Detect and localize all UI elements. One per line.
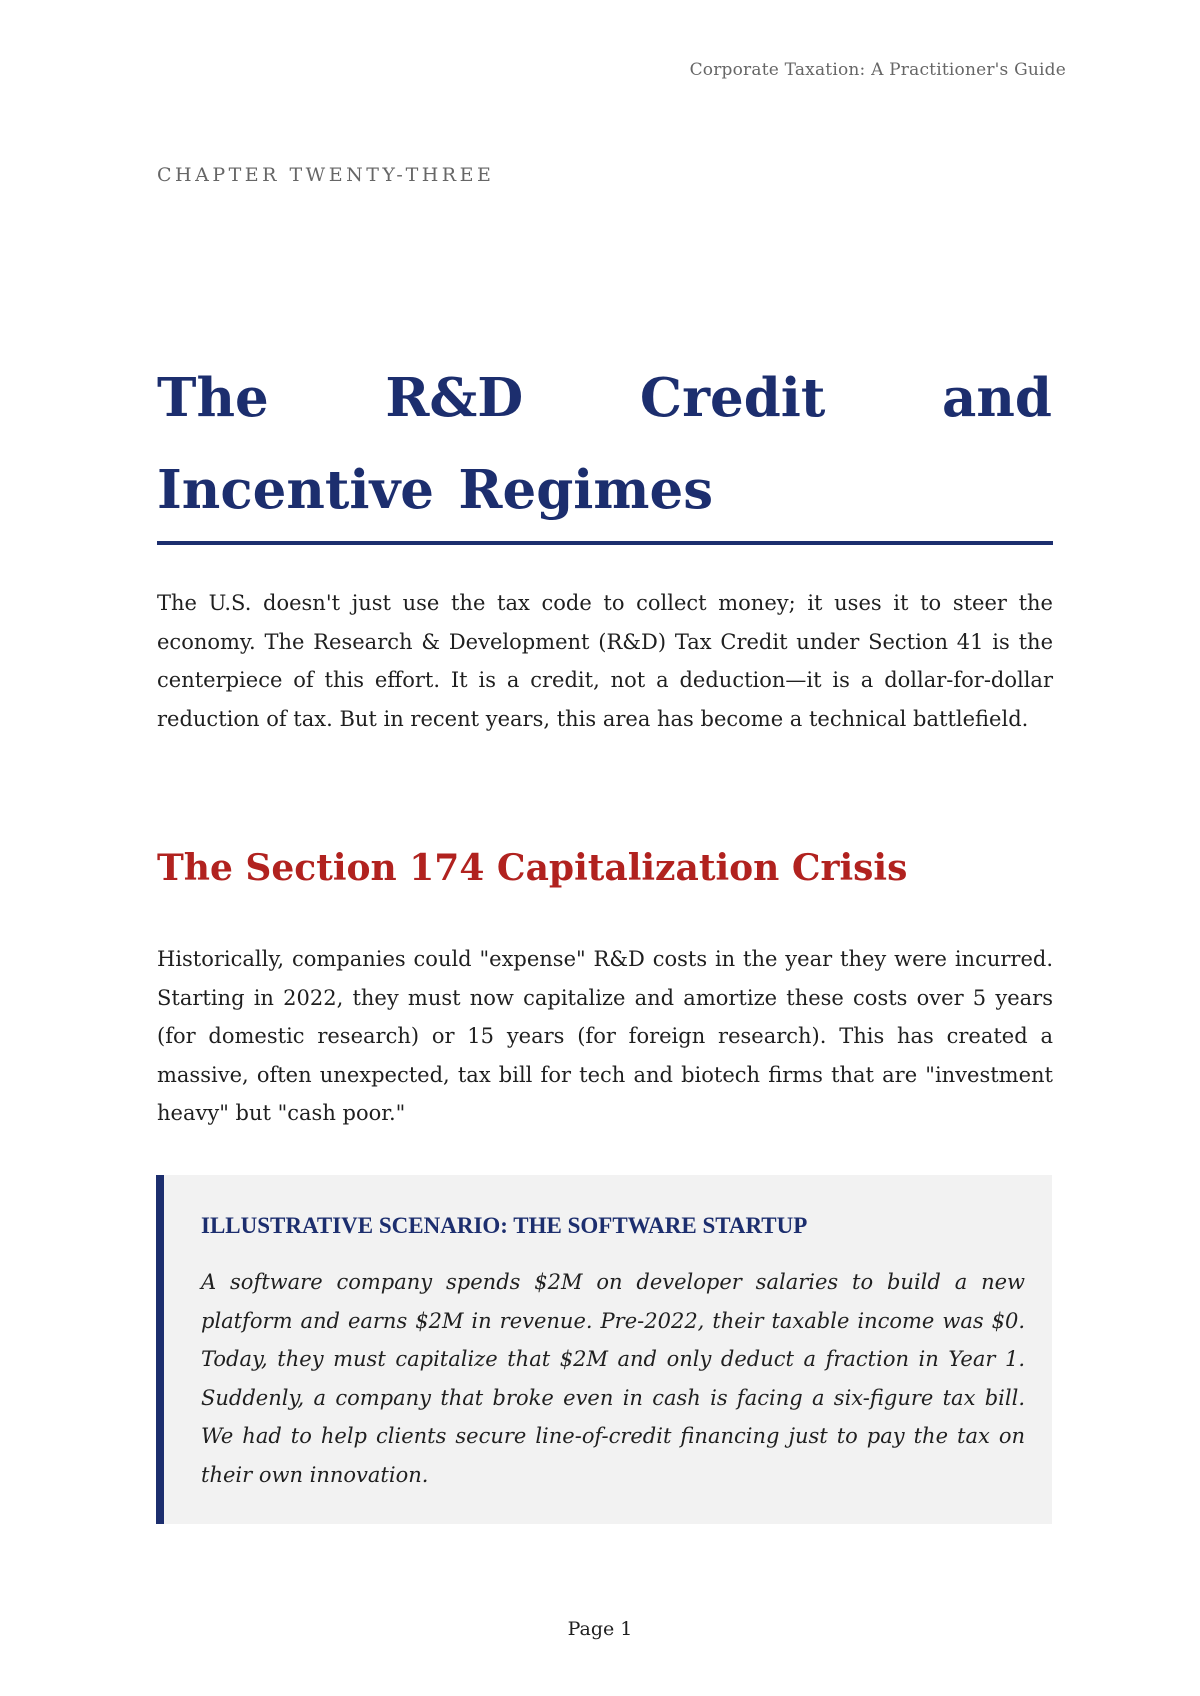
title-divider <box>157 541 1053 545</box>
section-heading: The Section 174 Capitalization Crisis <box>157 847 908 889</box>
section-paragraph: Historically, companies could "expense" R&D costs in the year they were incurred. Starting in 2022, they must now capitalize and amortize these costs over 5 years (for domestic research) or 15 years (for foreign research). This has created a massive, often unexpected, tax bill for tech and biotech firms that are "investment heavy" but "cash poor." <box>157 947 1053 1125</box>
chapter-label: CHAPTER TWENTY-THREE <box>157 164 495 186</box>
chapter-title: The R&D Credit and Incentive Regimes <box>157 367 1052 521</box>
running-header: Corporate Taxation: A Practitioner's Guide <box>689 60 1066 80</box>
scenario-callout <box>156 1175 1052 1524</box>
page-number: Page 1 <box>567 1618 633 1640</box>
callout-title: ILLUSTRATIVE SCENARIO: THE SOFTWARE STARTUP <box>201 1213 808 1238</box>
intro-paragraph: The U.S. doesn't just use the tax code to collect money; it uses it to steer the economy. The Research & Development (R&D) Tax Credit under Section 41 is the centerpiece of this effort. It is a credit, not a deduction—it is a dollar-for-dollar reduction of tax. But in recent years, this area has become a technical battlefield. <box>157 591 1053 731</box>
callout-text: A software company spends $2M on developer salaries to build a new platform and earns $2M in revenue. Pre-2022, their taxable income was $0. Today, they must capitalize that $2M and only deduct a fraction in Year 1. Suddenly, a company that broke even in cash is facing a six-figure tax bill. We had to help clients secure line-of-credit financing just to pay the tax on their own innovation. <box>201 1270 1025 1487</box>
